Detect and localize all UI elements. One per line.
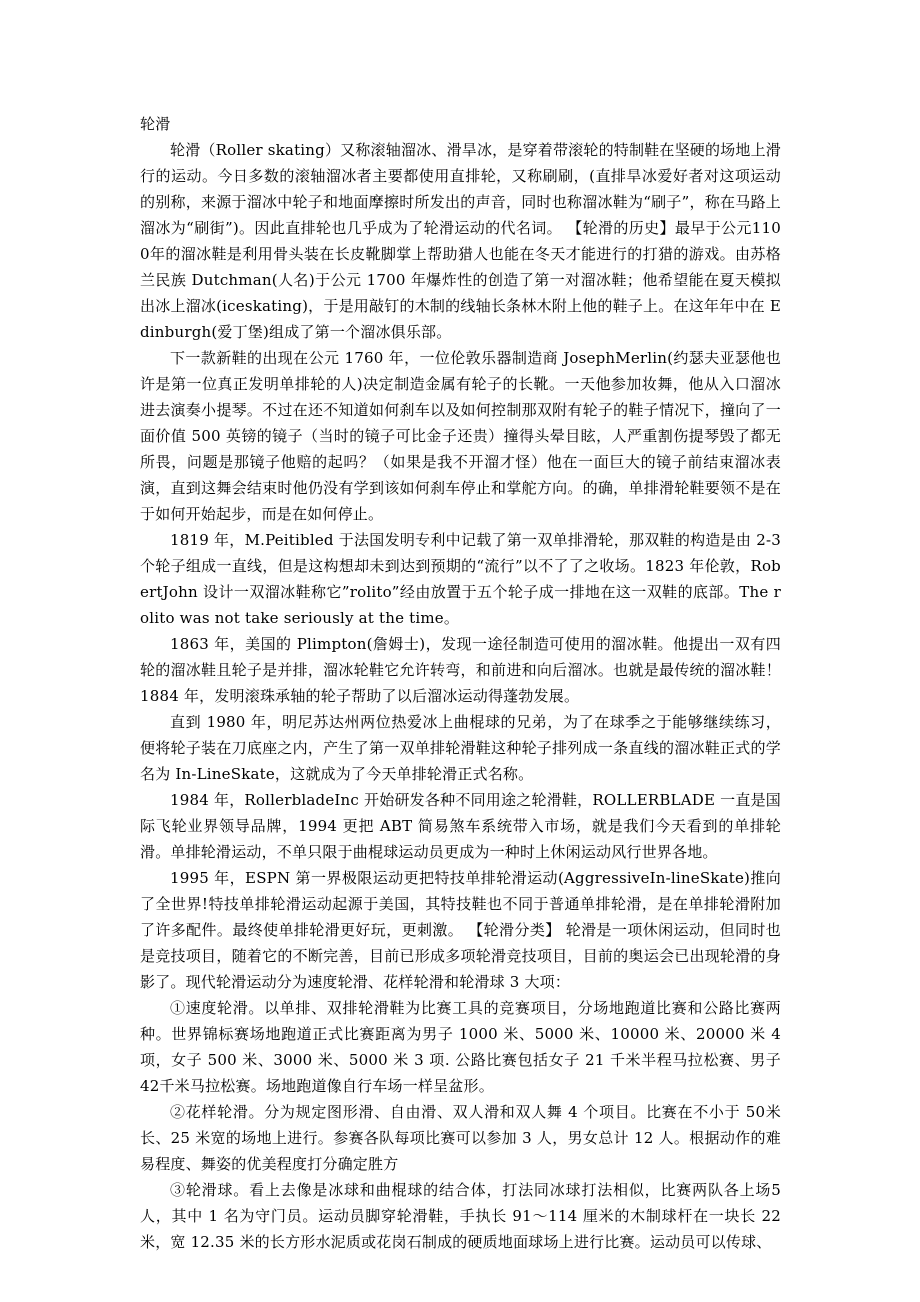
- paragraph-intro-history: 轮滑（Roller skating）又称滚轴溜冰、滑旱冰，是穿着带滚轮的特制鞋在坚硬的场地上滑行的运动。今日多数的滚轴溜冰者主要都使用直排轮，又称刷刷，(直排旱冰爱好者对这项运动的别称，来源于溜冰中轮子和地面摩擦时所发出的声音，同时也称溜冰鞋为“刷子”，称在马路上溜冰为“刷街”)。因此直排轮也几乎成为了轮滑运动的代名词。 【轮滑的历史】最早于公元1100年的溜冰鞋是利用骨头装在长皮靴脚掌上帮助猎人也能在冬天才能进行的打猎的游戏。由苏格兰民族 Dutchman(人名)于公元 1700 年爆炸性的创造了第一对溜冰鞋；他希望能在夏天模拟出冰上溜冰(iceskating)，于是用敲钉的木制的线轴长条林木附上他的鞋子上。在这年年中在 Edinburgh(爱丁堡)组成了第一个溜冰俱乐部。: [140, 141, 781, 341]
- document-page: [140, 111, 781, 1255]
- paragraph-1863-plimpton: 1863 年，美国的 Plimpton(詹姆士)，发现一途径制造可使用的溜冰鞋。他提出一双有四轮的溜冰鞋且轮子是并排，溜冰轮鞋它允许转弯，和前进和向后溜冰。也就是最传统的溜冰鞋！1884 年，发明滚珠承轴的轮子帮助了以后溜冰运动得蓬勃发展。: [140, 635, 781, 705]
- document-title: 轮滑: [140, 115, 171, 133]
- paragraph-speed-skating: ①速度轮滑。以单排、双排轮滑鞋为比赛工具的竞赛项目，分场地跑道比赛和公路比赛两种。世界锦标赛场地跑道正式比赛距离为男子 1000 米、5000 米、10000 米、20000 米 4项，女子 500 米、3000 米、5000 米 3 项. 公路比赛包括女子 21 千米半程马拉松赛、男子 42千米马拉松赛。场地跑道像自行车场一样呈盆形。: [140, 999, 781, 1095]
- paragraph-1819-1823: 1819 年，M.Peitibled 于法国发明专利中记载了第一双单排滑轮，那双鞋的构造是由 2-3 个轮子组成一直线，但是这构想却未到达到预期的“流行”以不了了之收场。1823 年伦敦，RobertJohn 设计一双溜冰鞋称它”rolito”经由放置于五个轮子成一排地在这一双鞋的底部。The rolito was not take seriously at the time。: [140, 531, 781, 627]
- paragraph-merlin-1760: 下一款新鞋的出现在公元 1760 年，一位伦敦乐器制造商 JosephMerlin(约瑟夫亚瑟他也许是第一位真正发明单排轮的人)决定制造金属有轮子的长靴。一天他参加妆舞，他从入口溜冰进去演奏小提琴。不过在还不知道如何刹车以及如何控制那双附有轮子的鞋子情况下，撞向了一面价值 500 英镑的镜子（当时的镜子可比金子还贵）撞得头晕目眩，人严重割伤提琴毁了都无所畏，问题是那镜子他赔的起吗？（如果是我不开溜才怪）他在一面巨大的镜子前结束溜冰表演，直到这舞会结束时他仍没有学到该如何刹车停止和掌舵方向。的确，单排滑轮鞋要领不是在于如何开始起步，而是在如何停止。: [140, 349, 781, 523]
- paragraph-roller-hockey: ③轮滑球。看上去像是冰球和曲棍球的结合体，打法同冰球打法相似，比赛两队各上场5 人，其中 1 名为守门员。运动员脚穿轮滑鞋，手执长 91～114 厘米的木制球杆在一块长 22米，宽 12.35 米的长方形水泥质或花岗石制成的硬质地面球场上进行比赛。运动员可以传球、: [140, 1181, 781, 1251]
- paragraph-1980-inline: 直到 1980 年，明尼苏达州两位热爱冰上曲棍球的兄弟，为了在球季之于能够继续练习，便将轮子装在刀底座之内，产生了第一双单排轮滑鞋这种轮子排列成一条直线的溜冰鞋正式的学名为 In-LineSkate，这就成为了今天单排轮滑正式名称。: [140, 713, 781, 783]
- paragraph-1995-espn-categories: 1995 年，ESPN 第一界极限运动更把特技单排轮滑运动(AggressiveIn-lineSkate)推向了全世界!特技单排轮滑运动起源于美国，其特技鞋也不同于普通单排轮滑，是在单排轮滑附加了许多配件。最终使单排轮滑更好玩，更刺激。 【轮滑分类】 轮滑是一项休闲运动，但同时也是竞技项目，随着它的不断完善，目前已形成多项轮滑竞技项目，目前的奥运会已出现轮滑的身影了。现代轮滑运动分为速度轮滑、花样轮滑和轮滑球 3 大项：: [140, 869, 781, 991]
- paragraph-figure-skating: ②花样轮滑。分为规定图形滑、自由滑、双人滑和双人舞 4 个项目。比赛在不小于 50米长、25 米宽的场地上进行。参赛各队每项比赛可以参加 3 人，男女总计 12 人。根据动作的难易程度、舞姿的优美程度打分确定胜方: [140, 1103, 781, 1173]
- paragraph-1984-rollerblade: 1984 年，RollerbladeInc 开始研发各种不同用途之轮滑鞋，ROLLERBLADE 一直是国际飞轮业界领导品牌，1994 更把 ABT 简易煞车系统带入市场，就是我们今天看到的单排轮滑。单排轮滑运动，不单只限于曲棍球运动员更成为一种时上休闲运动风行世界各地。: [140, 791, 781, 861]
